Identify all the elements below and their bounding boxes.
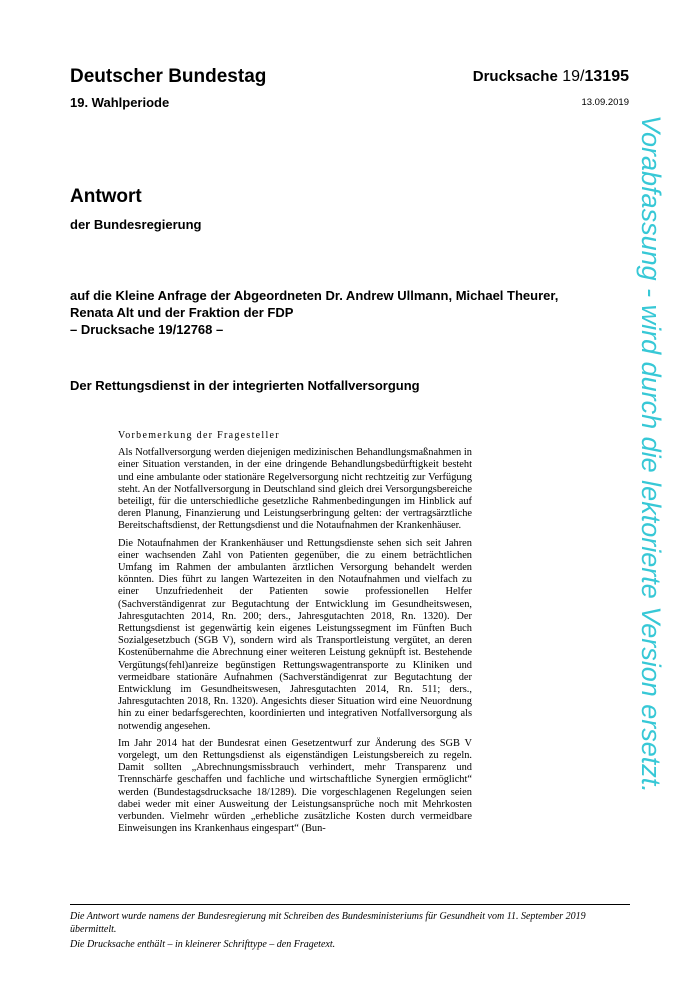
drucksache-prefix: 19/ xyxy=(562,68,585,85)
paragraph-2: Die Notaufnahmen der Krankenhäuser und Rettungsdienste sehen sich seit Jahren einer wachsenden Zahl von Patienten gegenüber, die zu einem beträchtlichen Umfang im Rahmen der ambulanten ärztlichen Versorgung behandelt werden könnten. Dies führt zu langen Wartezeiten in den Notaufnahmen und vielfach zu einer Unzufriedenheit der Patienten sowie professionellen Helfer (Sachverständigenrat zur Begutachtung der Entwicklung im Gesundheitswesen, Jahresgutachten 2014, Rn. 200; ders., Jahresgutachten 2018, Rn. 1320). Der Rettungsdienst ist gegenwärtig kein eigenes Leistungssegment im Fünften Buch Sozialgesetzbuch (SGB V), sondern wird als Transportleistung vergütet, an deren Kostenübernahme die Abrechnung einer weiteren Leistung geknüpft ist. Bestehende Vergütungs(fehl)anreize begünstigen Rettungswagentransporte zu Kliniken und vermeidbare stationäre Aufnahmen (Sachverständigenrat zur Begutachtung der Entwicklung im Gesundheitswesen, Jahresgutachten 2014, Rn. 511; ders., Jahresgutachten 2018, Rn. 1320). Angesichts dieser Situation wird eine Neuordnung hin zu einer bedarfsgerechten, koordinierten und integrativen Notfallversorgung als notwendig angesehen. xyxy=(118,537,472,732)
document-date: 13.09.2019 xyxy=(581,97,629,108)
footer-notes xyxy=(70,911,630,955)
document-title: Antwort xyxy=(70,186,142,207)
drucksache-label: Drucksache xyxy=(472,68,558,85)
topic-heading: Der Rettungsdienst in der integrierten Notfallversorgung xyxy=(70,378,420,393)
inquiry-reference xyxy=(70,287,630,338)
reference-line-1: auf die Kleine Anfrage der Abgeordneten Dr. Andrew Ullmann, Michael Theurer, xyxy=(70,288,559,303)
reference-line-3: – Drucksache 19/12768 – xyxy=(70,322,224,337)
preliminary-remarks-title: Vorbemerkung der Fragesteller xyxy=(118,430,280,441)
footer-note-2: Die Drucksache enthält – in kleinerer Schrifttype – den Fragetext. xyxy=(70,939,336,950)
document-subtitle: der Bundesregierung xyxy=(70,217,202,232)
drucksache-id: 13195 xyxy=(584,68,629,85)
drucksache-number xyxy=(473,68,629,86)
preliminary-remarks xyxy=(118,430,472,841)
reference-line-2: Renata Alt und der Fraktion der FDP xyxy=(70,305,294,320)
electoral-period: 19. Wahlperiode xyxy=(70,95,170,110)
footer-divider xyxy=(70,904,630,905)
paragraph-3: Im Jahr 2014 hat der Bundesrat einen Gesetzentwurf zur Änderung des SGB V vorgelegt, um den Rettungsdienst als eigenständigen Leistungsbereich zu regeln. Damit sollten „Abrechnungsmissbrauch verhindert, mehr Transparenz und Trennschärfe geschaffen und fachliche und wirtschaftliche Synergien ermöglicht“ werden (Bundestagsdrucksache 18/1289). Die vorgeschlagenen Regelungen seien dabei weder mit einer Ausweitung der Leistungsansprüche noch mit Mehrkosten verbunden. Vielmehr würden „erhebliche zusätzliche Kosten durch vermeidbare Einweisungen ins Krankenhaus eingespart“ (Bun- xyxy=(118,737,472,835)
draft-watermark: Vorabfassung - wird durch die lektorierte Version ersetzt. xyxy=(636,115,666,793)
footer-note-1: Die Antwort wurde namens der Bundesregierung mit Schreiben des Bundesministeriums für Gesundheit vom 11. September 2019 übermittelt. xyxy=(70,911,586,935)
parliament-name: Deutscher Bundestag xyxy=(70,66,267,87)
paragraph-1: Als Notfallversorgung werden diejenigen medizinischen Behandlungsmaßnahmen in einer Situation verstanden, in der eine dringende Behandlungsbedürftigkeit besteht und eine ambulante oder stationäre Regelversorgung nicht rechtzeitig zur Verfügung steht. An der Notfallversorgung in Deutschland sind gleich drei Versorgungsbereiche beteiligt, für die unterschiedliche gesetzliche Rahmenbedingungen im Hinblick auf deren Planung, Finanzierung und Leistungserbringung gelten: der vertragsärztliche Bereitschaftsdienst, der Rettungsdienst und die Notaufnahmen der Krankenhäuser. xyxy=(118,447,472,532)
